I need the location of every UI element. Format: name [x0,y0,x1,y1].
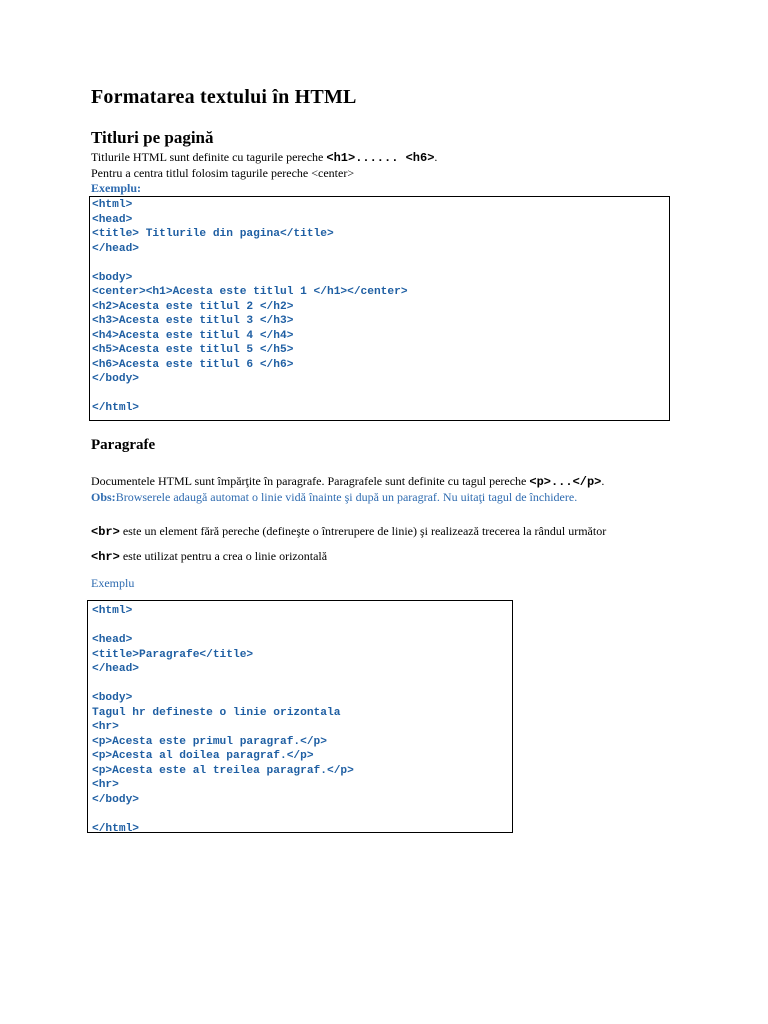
paragrafe-description-code: <p>...</p> [529,475,602,489]
br-description-line [91,524,606,539]
paragrafe-code-line [92,807,512,822]
paragrafe-description-text: Documentele HTML sunt împărţite în paragrafe. Paragrafele sunt definite cu tagul pereche [91,474,530,488]
titluri-code-line [92,387,669,402]
example-label-2: Exemplu [91,576,135,590]
titluri-code-line: <h3>Acesta este titlul 3 </h3> [92,315,294,327]
code-example-titluri [89,196,670,421]
code-block-paragrafe [92,604,512,836]
hr-tag-code: <hr> [91,550,120,564]
titluri-code-line: <body> [92,271,133,284]
br-tag-code: <br> [91,525,120,539]
example-label-1: Exemplu: [91,181,142,195]
titluri-code-line: </head> [92,242,139,255]
paragrafe-code-line: <title>Paragrafe</title> [92,648,254,661]
paragrafe-code-line: <p>Acesta este al treilea paragraf.</p> [92,764,354,777]
paragrafe-code-line: <p>Acesta este primul paragraf.</p> [92,735,327,748]
paragrafe-code-line: <body> [92,692,133,704]
titluri-code-line: <h6>Acesta este titlul 6 </h6> [92,358,294,371]
br-description-text: este un element fără pereche (defineşte o întrerupere de linie) şi realizează trecerea la rândul următor [119,524,607,538]
titluri-description-text: Titlurile HTML sunt definite cu tagurile pereche [91,150,327,164]
hr-description-line [91,549,327,564]
obs-text: Browserele adaugă automat o linie vidă înainte şi după un paragraf. Nu uitaţi tagul de închidere. [115,490,578,504]
obs-note-line [91,490,577,505]
titluri-description-end: . [434,150,438,164]
titluri-code-line: <h4>Acesta este titlul 4 </h4> [92,329,294,342]
paragrafe-code-line: <head> [92,634,133,646]
titluri-code-line: <h2>Acesta este titlul 2 </h2> [92,300,294,313]
code-block-titluri [92,198,669,416]
titluri-code-line: <h5>Acesta este titlul 5 </h5> [92,344,294,356]
paragrafe-code-line: <hr> [92,779,119,791]
titluri-description-code: <h1>...... <h6> [326,151,435,165]
document-title: Formatarea textului în HTML [91,86,357,108]
titluri-code-line: <center><h1>Acesta este titlul 1 </h1></center> [92,286,408,298]
paragrafe-code-line: Tagul hr defineste o linie orizontala [92,706,341,719]
obs-label: Obs: [91,490,116,504]
paragrafe-code-line: <hr> [92,721,119,733]
titluri-code-line: <head> [92,213,133,226]
code-example-paragrafe [87,600,513,833]
section-heading-paragrafe: Paragrafe [91,437,156,453]
paragrafe-code-line [92,677,512,692]
paragrafe-code-line: </body> [92,793,139,806]
hr-description-text: este utilizat pentru a crea o linie orizontală [119,549,328,563]
center-tag-description: Pentru a centra titlul folosim tagurile pereche <center> [91,166,355,180]
paragrafe-code-line: <p>Acesta al doilea paragraf.</p> [92,750,314,762]
titluri-description-line [91,150,437,165]
titluri-code-line: </body> [92,373,139,385]
titluri-code-line: <html> [92,199,133,211]
titluri-code-line [92,256,669,271]
titluri-code-line: </html> [92,402,139,414]
paragrafe-code-line: <html> [92,605,133,617]
paragrafe-code-line: </html> [92,822,139,835]
paragrafe-code-line: </head> [92,663,139,675]
paragrafe-code-line [92,619,512,634]
titluri-code-line: <title> Titlurile din pagina</title> [92,228,334,240]
section-heading-titluri: Titluri pe pagină [91,128,214,147]
paragrafe-description-end: . [601,474,605,488]
paragrafe-description-line [91,474,604,489]
